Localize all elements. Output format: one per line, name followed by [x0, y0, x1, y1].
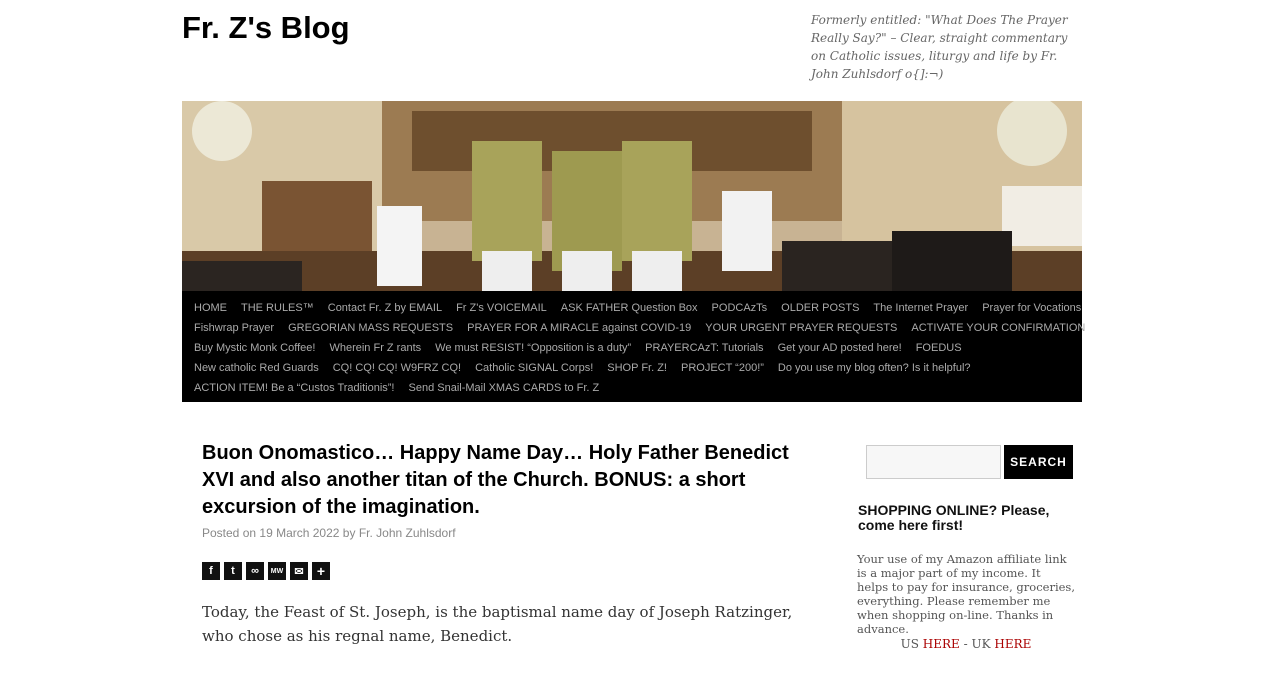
nav-item-the-rules[interactable]: THE RULES™	[241, 302, 314, 314]
twitter-icon[interactable]: t	[224, 562, 242, 580]
site-tagline: Formerly entitled: "What Does The Prayer Really Say?" – Clear, straight commentary on Catholic issues, liturgy and life by Fr. John Zuhlsdorf o{]:¬)	[811, 13, 1068, 81]
nav-item-red-guards[interactable]: New catholic Red Guards	[194, 362, 319, 374]
nav-item-ad-posted[interactable]: Get your AD posted here!	[777, 342, 902, 354]
facebook-icon[interactable]: f	[202, 562, 220, 580]
nav-item-fishwrap-prayer[interactable]: Fishwrap Prayer	[194, 322, 275, 334]
nav-row-1	[187, 298, 1082, 318]
header-image	[182, 101, 1082, 291]
us-amazon-link[interactable]: HERE	[922, 637, 960, 651]
main-nav	[182, 291, 1086, 402]
nav-item-home[interactable]: HOME	[194, 302, 227, 314]
search-input[interactable]	[866, 445, 1001, 479]
nav-item-shop[interactable]: SHOP Fr. Z!	[607, 362, 667, 374]
nav-item-urgent-prayer[interactable]: YOUR URGENT PRAYER REQUESTS	[705, 322, 898, 334]
link-icon[interactable]: ∞	[246, 562, 264, 580]
post-meta	[202, 526, 822, 540]
nav-item-activate-confirmation[interactable]: ACTIVATE YOUR CONFIRMATION	[911, 322, 1086, 334]
nav-item-older-posts[interactable]: OLDER POSTS	[781, 302, 860, 314]
nav-item-internet-prayer[interactable]: The Internet Prayer	[873, 302, 969, 314]
nav-item-use-blog[interactable]: Do you use my blog often? Is it helpful?	[777, 362, 971, 374]
nav-item-prayer-vocations[interactable]: Prayer for Vocations	[982, 302, 1082, 314]
nav-item-prayer-miracle[interactable]: PRAYER FOR A MIRACLE against COVID-19	[467, 322, 692, 334]
by-label: by	[342, 526, 356, 540]
post-title[interactable]: Buon Onomastico… Happy Name Day… Holy Father Benedict XVI and also another titan of the Church. BONUS: a short excursion of the imagination.	[202, 442, 789, 518]
nav-item-rants[interactable]: Wherein Fr Z rants	[329, 342, 422, 354]
uk-label: - UK	[963, 637, 991, 651]
shopping-widget-text: Your use of my Amazon affiliate link is a major part of my income. It helps to pay for insurance, groceries, everything. Please remember me when shopping on-line. Thanks in advance.	[857, 552, 1075, 636]
shopping-widget-title: SHOPPING ONLINE? Please, come here first!	[858, 502, 1050, 533]
nav-item-project-200[interactable]: PROJECT “200!”	[680, 362, 764, 374]
plus-icon[interactable]: +	[312, 562, 330, 580]
nav-item-cq[interactable]: CQ! CQ! CQ! W9FRZ CQ!	[332, 362, 462, 374]
nav-item-contact-email[interactable]: Contact Fr. Z by EMAIL	[327, 302, 443, 314]
nav-item-signal-corps[interactable]: Catholic SIGNAL Corps!	[475, 362, 594, 374]
us-label: US	[900, 637, 919, 651]
mewe-icon[interactable]: MW	[268, 562, 286, 580]
email-icon[interactable]: ✉	[290, 562, 308, 580]
nav-item-podcazts[interactable]: PODCAzTs	[711, 302, 768, 314]
nav-row-5	[187, 378, 1078, 398]
nav-item-voicemail[interactable]: Fr Z's VOICEMAIL	[456, 302, 547, 314]
main-content	[202, 440, 822, 663]
nav-item-custos[interactable]: ACTION ITEM! Be a “Custos Traditionis”!	[194, 382, 395, 394]
nav-row-3	[187, 338, 1078, 358]
posted-on-label: Posted on	[202, 526, 257, 540]
post-date-link[interactable]: 19 March 2022	[259, 526, 340, 540]
nav-item-resist[interactable]: We must RESIST! “Opposition is a duty”	[435, 342, 632, 354]
nav-row-4	[187, 358, 1078, 378]
nav-item-prayercazt[interactable]: PRAYERCAzT: Tutorials	[645, 342, 764, 354]
share-bar	[202, 562, 822, 580]
author-link[interactable]: Fr. John Zuhlsdorf	[358, 526, 456, 540]
nav-item-mystic-monk[interactable]: Buy Mystic Monk Coffee!	[194, 342, 316, 354]
nav-item-gregorian-mass[interactable]: GREGORIAN MASS REQUESTS	[288, 322, 454, 334]
uk-amazon-link[interactable]: HERE	[994, 637, 1032, 651]
shopping-links	[857, 637, 1075, 651]
nav-row-2	[187, 318, 1086, 338]
search-button[interactable]: SEARCH	[1004, 445, 1073, 479]
search-form	[866, 445, 1087, 479]
post-body: Today, the Feast of St. Joseph, is the baptismal name day of Joseph Ratzinger, who chose as his regnal name, Benedict.	[202, 603, 793, 645]
nav-item-ask-father[interactable]: ASK FATHER Question Box	[560, 302, 698, 314]
nav-item-foedus[interactable]: FOEDUS	[915, 342, 962, 354]
site-title[interactable]: Fr. Z's Blog	[182, 10, 350, 45]
nav-item-xmas-cards[interactable]: Send Snail-Mail XMAS CARDS to Fr. Z	[408, 382, 600, 394]
sidebar	[857, 445, 1087, 651]
